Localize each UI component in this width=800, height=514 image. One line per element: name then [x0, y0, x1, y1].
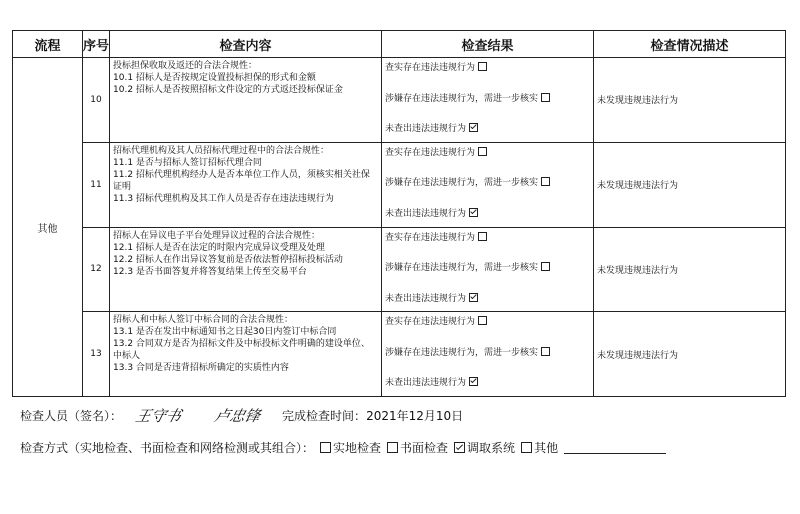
- other-blank-line[interactable]: [564, 441, 666, 454]
- inspector-line: [20, 405, 463, 426]
- result-option: 涉嫌存在违法违规行为，需进一步核实: [385, 91, 591, 104]
- result-option: 未查出违法违规行为: [385, 291, 591, 304]
- checkbox-checked[interactable]: [469, 377, 478, 386]
- content-line: 投标担保收取及返还的合法合规性：: [113, 61, 258, 71]
- row-number: 10: [83, 58, 110, 143]
- header-process: 流程: [13, 31, 83, 58]
- method-option: 其他: [534, 441, 559, 455]
- checkbox-checked[interactable]: [469, 293, 478, 302]
- header-seq: 序号: [83, 31, 110, 58]
- checkbox-unchecked[interactable]: [478, 316, 487, 325]
- row-number: 12: [83, 227, 110, 312]
- result-option: 查实存在违法违规行为: [385, 60, 591, 73]
- content-line: 13.2 合同双方是否为招标文件及中标投标文件明确的建设单位、中标人: [113, 339, 370, 362]
- method-option: 调取系统: [467, 441, 516, 455]
- content-line: 11.2 招标代理机构经办人是否本单位工作人员，须核实相关社保证明: [113, 169, 370, 192]
- checkbox-unchecked[interactable]: [541, 347, 550, 356]
- checkbox-unchecked[interactable]: [478, 232, 487, 241]
- checkbox-unchecked[interactable]: [320, 442, 331, 453]
- table-row: [13, 142, 786, 227]
- table-row: [13, 312, 786, 397]
- method-line: [20, 439, 666, 456]
- checkbox-unchecked[interactable]: [541, 93, 550, 102]
- result-option: 查实存在违法违规行为: [385, 314, 591, 327]
- result-cell: [382, 142, 594, 227]
- checkbox-checked[interactable]: [469, 123, 478, 132]
- content-line: 招标人和中标人签订中标合同的合法合规性：: [113, 315, 294, 326]
- method-label: 检查方式（实地检查、书面检查和网络检测或其组合）：: [20, 441, 315, 455]
- content-line: 11.1 是否与招标人签订招标代理合同: [113, 157, 262, 168]
- checkbox-unchecked[interactable]: [478, 62, 487, 71]
- result-option: 查实存在违法违规行为: [385, 230, 591, 243]
- content-line: 12.2 招标人在作出异议答复前是否依法暂停招标投标活动: [113, 254, 343, 265]
- content-line: 10.2 招标人是否按照招标文件设定的方式返还投标保证金: [113, 85, 343, 95]
- signature-2: 卢忠锋: [212, 407, 263, 425]
- row-number: 11: [83, 142, 110, 227]
- inspector-label: 检查人员（签名）：: [20, 409, 123, 423]
- content-cell: [110, 58, 382, 143]
- header-desc: 检查情况描述: [594, 31, 786, 58]
- content-line: 10.1 招标人是否按规定设置投标担保的形式和金额: [113, 73, 316, 83]
- desc-cell: 未发现违规违法行为: [594, 142, 786, 227]
- header-row: [13, 31, 786, 58]
- desc-cell: 未发现违规违法行为: [594, 312, 786, 397]
- complete-time-value: 2021年12月10日: [366, 409, 464, 423]
- checkbox-unchecked[interactable]: [478, 147, 487, 156]
- content-cell: [110, 227, 382, 312]
- result-option: 未查出违法违规行为: [385, 121, 591, 134]
- content-line: 招标人在异议电子平台处理异议过程的合法合规性：: [113, 230, 321, 241]
- table-row: [13, 227, 786, 312]
- desc-cell: 未发现违规违法行为: [594, 58, 786, 143]
- checkbox-unchecked[interactable]: [541, 262, 550, 271]
- content-cell: [110, 312, 382, 397]
- result-option: 涉嫌存在违法违规行为，需进一步核实: [385, 345, 591, 358]
- content-cell: [110, 142, 382, 227]
- method-option: 实地检查: [333, 441, 382, 455]
- result-option: 未查出违法违规行为: [385, 375, 591, 388]
- signature-1: 王守书: [133, 407, 184, 425]
- header-content: 检查内容: [110, 31, 382, 58]
- process-cell: 其他: [13, 58, 83, 397]
- result-cell: [382, 227, 594, 312]
- header-result: 检查结果: [382, 31, 594, 58]
- checkbox-checked[interactable]: [469, 208, 478, 217]
- table-row: [13, 58, 786, 143]
- checkbox-unchecked[interactable]: [521, 442, 532, 453]
- content-line: 招标代理机构及其人员招标代理过程中的合法合规性：: [113, 145, 330, 156]
- result-option: 涉嫌存在违法违规行为，需进一步核实: [385, 175, 591, 188]
- result-cell: [382, 58, 594, 143]
- result-option: 查实存在违法违规行为: [385, 145, 591, 158]
- content-line: 12.3 是否书面答复并将答复结果上传至交易平台: [113, 266, 307, 277]
- result-option: 未查出违法违规行为: [385, 206, 591, 219]
- result-option: 涉嫌存在违法违规行为，需进一步核实: [385, 260, 591, 273]
- content-line: 13.3 合同是否违背招标所确定的实质性内容: [113, 363, 289, 374]
- desc-cell: 未发现违规违法行为: [594, 227, 786, 312]
- checkbox-unchecked[interactable]: [387, 442, 398, 453]
- row-number: 13: [83, 312, 110, 397]
- checkbox-checked[interactable]: [454, 442, 465, 453]
- inspection-table: [12, 30, 786, 397]
- content-line: 11.3 招标代理机构及其工作人员是否存在违法违规行为: [113, 193, 334, 204]
- complete-time-label: 完成检查时间：: [282, 409, 367, 423]
- content-line: 13.1 是否在发出中标通知书之日起30日内签订中标合同: [113, 327, 337, 338]
- checkbox-unchecked[interactable]: [541, 177, 550, 186]
- method-option: 书面检查: [400, 441, 449, 455]
- content-line: 12.1 招标人是否在法定的时限内完成异议受理及处理: [113, 242, 325, 253]
- result-cell: [382, 312, 594, 397]
